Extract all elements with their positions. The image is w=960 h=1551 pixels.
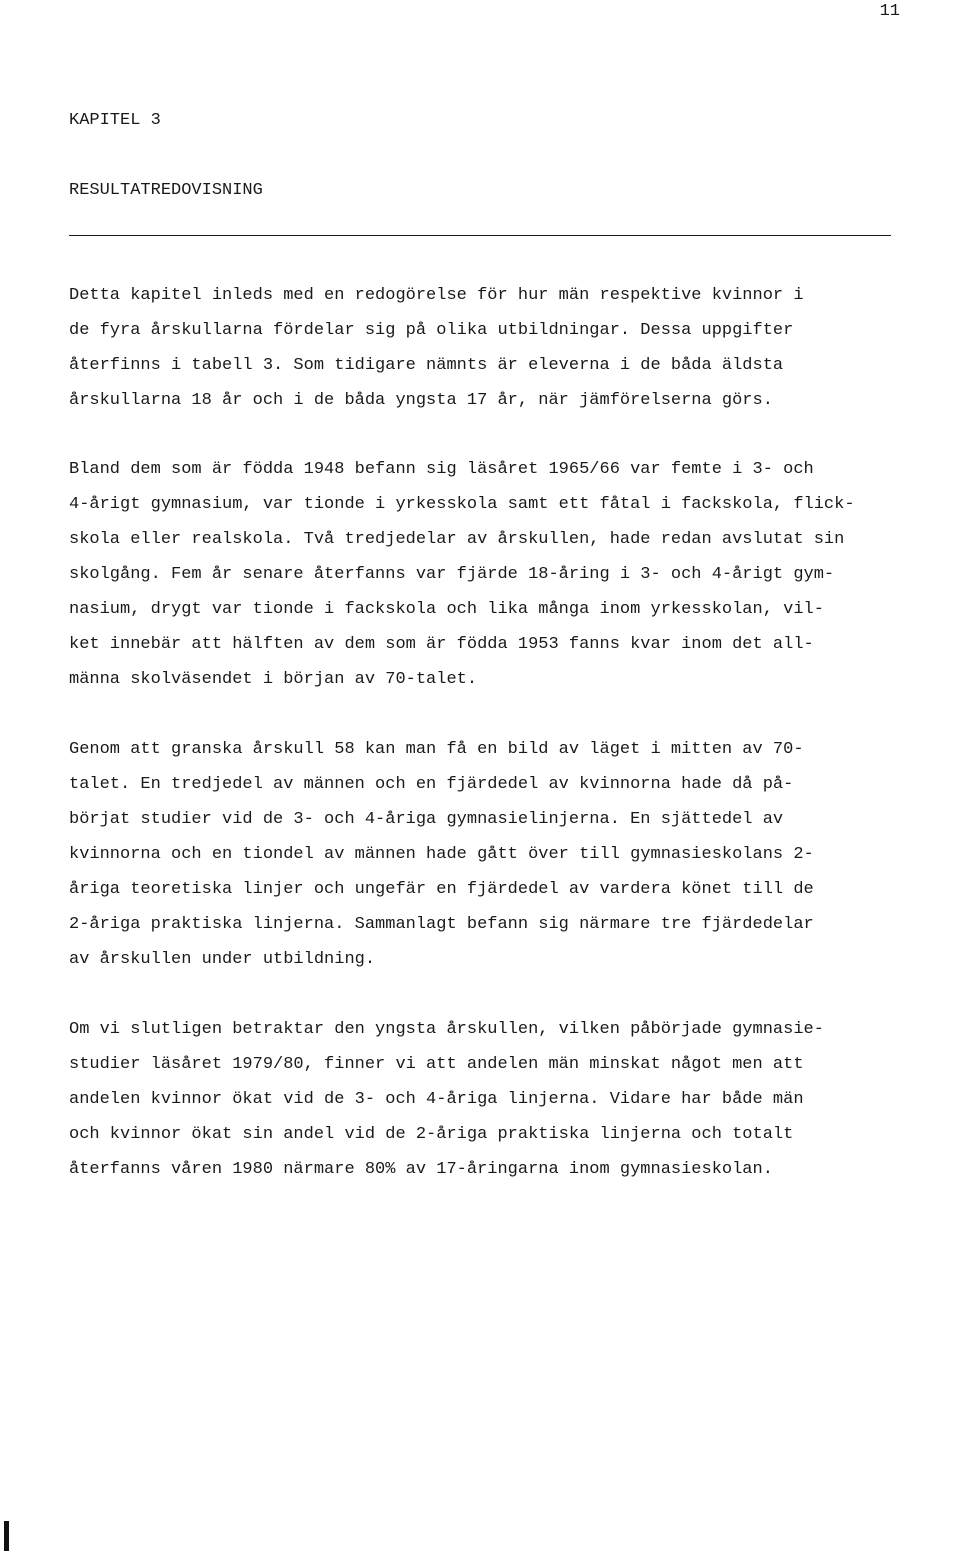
text-line: studier läsåret 1979/80, finner vi att andelen män minskat något men att	[69, 1055, 804, 1074]
text-line: ket innebär att hälften av dem som är födda 1953 fanns kvar inom det all-	[69, 635, 814, 654]
text-line: Om vi slutligen betraktar den yngsta årskullen, vilken påbörjade gymnasie-	[69, 1020, 824, 1039]
text-line: Detta kapitel inleds med en redogörelse för hur män respektive kvinnor i	[69, 286, 804, 305]
text-line: årskullarna 18 år och i de båda yngsta 17 år, när jämförelserna görs.	[69, 391, 773, 410]
text-line: de fyra årskullarna fördelar sig på olika utbildningar. Dessa uppgifter	[69, 321, 794, 340]
text-line: talet. En tredjedel av männen och en fjärdedel av kvinnorna hade då på-	[69, 775, 794, 794]
text-line: åriga teoretiska linjer och ungefär en fjärdedel av vardera könet till de	[69, 880, 814, 899]
text-line: 4-årigt gymnasium, var tionde i yrkesskola samt ett fåtal i fackskola, flick-	[69, 495, 855, 514]
text-line: av årskullen under utbildning.	[69, 950, 376, 969]
page-number: 11	[879, 2, 900, 21]
text-line: kvinnorna och en tiondel av männen hade gått över till gymnasieskolans 2-	[69, 845, 814, 864]
text-line: skola eller realskola. Två tredjedelar av årskullen, hade redan avslutat sin	[69, 530, 845, 549]
text-line: Bland dem som är födda 1948 befann sig läsåret 1965/66 var femte i 3- och	[69, 460, 814, 479]
text-line: återfanns våren 1980 närmare 80% av 17-åringarna inom gymnasieskolan.	[69, 1160, 773, 1179]
paragraph-cohort-1958	[69, 732, 814, 977]
chapter-title: KAPITEL 3	[69, 111, 161, 130]
paragraph-youngest-cohort	[69, 1012, 824, 1187]
section-title: RESULTATREDOVISNING	[69, 181, 263, 200]
text-line: återfinns i tabell 3. Som tidigare nämnts är eleverna i de båda äldsta	[69, 356, 784, 375]
text-line: och kvinnor ökat sin andel vid de 2-åriga praktiska linjerna och totalt	[69, 1125, 794, 1144]
text-line: 2-åriga praktiska linjerna. Sammanlagt befann sig närmare tre fjärdedelar	[69, 915, 814, 934]
text-line: skolgång. Fem år senare återfanns var fjärde 18-åring i 3- och 4-årigt gym-	[69, 565, 835, 584]
text-line: börjat studier vid de 3- och 4-åriga gymnasielinjerna. En sjättedel av	[69, 810, 784, 829]
heading-divider	[69, 235, 891, 236]
paragraph-cohort-1948	[69, 452, 855, 697]
scan-edge-mark	[4, 1521, 9, 1551]
text-line: nasium, drygt var tionde i fackskola och lika många inom yrkesskolan, vil-	[69, 600, 824, 619]
paragraph-intro	[69, 278, 804, 418]
text-line: männa skolväsendet i början av 70-talet.	[69, 670, 478, 689]
text-line: Genom att granska årskull 58 kan man få en bild av läget i mitten av 70-	[69, 740, 804, 759]
text-line: andelen kvinnor ökat vid de 3- och 4-åriga linjerna. Vidare har både män	[69, 1090, 804, 1109]
